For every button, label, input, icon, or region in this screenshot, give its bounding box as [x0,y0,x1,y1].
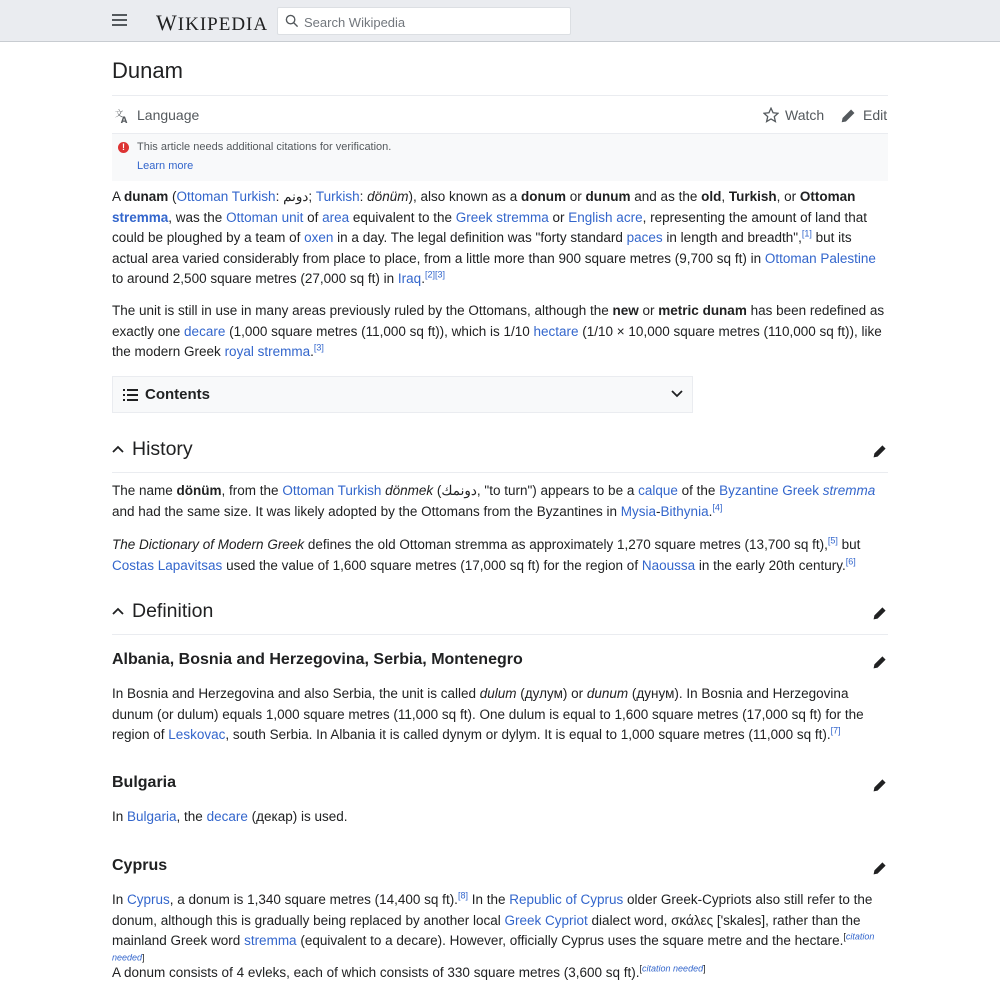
history-divider [112,472,888,473]
link-english-acre[interactable]: English acre [568,209,643,225]
list-icon [123,388,138,402]
subsection-cyprus-heading: Cyprus [112,857,168,874]
watch-button[interactable] [763,105,824,125]
citation-7[interactable]: [7] [830,725,841,736]
contents-toggle[interactable] [112,376,693,413]
svg-text:文: 文 [114,108,124,119]
citation-needed-1[interactable]: citation needed [112,931,875,962]
intro-paragraph-2: The unit is still in use in many areas previously ruled by the Ottomans, although the new or metric dunam has been redefined as exactly one decare (1,000 square metres (11,000 sq ft)), which is 1/10 hectare (1/10 × 10,000 square metres (110,000 sq ft)), like the modern Greek royal stremma.[3] [112,303,885,359]
link-turkish[interactable]: Turkish [315,189,360,204]
edit-bulgaria-pencil-icon[interactable] [872,777,888,793]
chevron-up-icon[interactable] [112,444,124,454]
cyprus-paragraph-1: In Cyprus, a donum is 1,340 square metres (14,400 sq ft).[8] In the Republic of Cyprus older Greek-Cypriots also still refer to the donum, although this is gradually being replaced by another local Greek Cypriot dialect word, σκάλες ['skales], rather than the mainland Greek word stremma (equivalent to a decare). However, officially Cyprus uses the square metre and the hectare.[citation needed] [112,890,875,962]
link-royal-stremma[interactable]: royal stremma [224,344,311,359]
link-greek-stremma[interactable]: Greek stremma [455,209,549,225]
link-leskovac[interactable]: Leskovac [168,727,226,742]
citation-needed-2[interactable]: citation needed [642,963,704,974]
history-title: History [132,437,193,460]
learn-more-link[interactable]: Learn more [137,160,194,172]
citation-notice [112,134,888,181]
history-paragraph-2: The Dictionary of Modern Greek defines the old Ottoman stremma as approximately 1,270 square metres (13,700 sq ft),[5] but Costas Lapavitsas used the value of 1,600 square metres (17,000 sq ft) for the region of Naoussa in the early 20th century.[6] [112,535,861,573]
language-icon [114,107,131,124]
link-hectare[interactable]: hectare [533,323,579,339]
section-definition-heading [112,597,888,625]
link-bithynia[interactable]: Bithynia [660,503,709,519]
link-iraq[interactable]: Iraq [397,271,422,286]
link-ottoman-turkish-2[interactable]: Ottoman Turkish [282,483,382,498]
edit-history-pencil-icon[interactable] [872,443,888,459]
main-menu-icon[interactable] [108,11,130,31]
title-divider [112,95,888,96]
edit-albania-pencil-icon[interactable] [872,654,888,670]
intro-paragraph-1: A dunam (Ottoman Turkish: دونم; Turkish: dönüm), also known as a donum or dunum and as the old, Turkish, or Ottoman stremma, was the Ottoman unit of area equivalent to the Greek stremma or English acre, representing the amount of land that could be ploughed by a team of oxen in a day. The legal definition was "forty standard paces in length and breadth",[1] but its actual area varied considerably from place to place, from a little more than 900 square metres (9,700 sq ft) in Ottoman Palestine to around 2,500 square metres (27,000 sq ft) in Iraq.[2][3] [112,189,876,286]
section-history-heading [112,435,888,463]
link-oxen[interactable]: oxen [304,230,334,245]
edit-cyprus-pencil-icon[interactable] [872,860,888,876]
definition-title: Definition [132,599,214,622]
link-ottoman-turkish[interactable]: Ottoman Turkish [176,189,276,204]
definition-divider [112,634,888,635]
link-mysia[interactable]: Mysia [620,503,657,519]
citation-3[interactable]: [3] [434,269,445,280]
link-byzantine-greek[interactable]: Byzantine Greek [719,483,819,498]
link-ottoman-unit[interactable]: Ottoman unit [226,209,304,225]
search-icon [285,14,299,28]
link-calque[interactable]: calque [638,483,678,498]
chevron-down-icon [670,389,684,399]
contents-label: Contents [145,386,210,403]
link-area[interactable]: area [322,209,350,225]
page-title: Dunam [112,58,183,83]
link-cyprus[interactable]: Cyprus [127,892,170,907]
link-paces[interactable]: paces [626,230,663,245]
wikipedia-logo[interactable]: WIKIPEDIA [156,10,269,35]
warning-icon: ! [118,142,129,153]
citation-3b[interactable]: [3] [313,342,324,353]
citation-8[interactable]: [8] [457,890,468,901]
link-costas-lapavitsas[interactable]: Costas Lapavitsas [112,557,223,573]
link-decare[interactable]: decare [184,323,226,339]
edit-button[interactable] [840,105,887,125]
citation-5[interactable]: [5] [827,535,838,546]
subsection-bulgaria-heading: Bulgaria [112,774,177,791]
pencil-icon [840,107,857,124]
search-input[interactable] [304,12,564,32]
link-republic-of-cyprus[interactable]: Republic of Cyprus [509,892,624,907]
citation-4[interactable]: [4] [712,502,723,512]
link-stremma[interactable]: stremma [112,209,169,225]
subsection-albania-heading: Albania, Bosnia and Herzegovina, Serbia, Montenegro [112,651,523,668]
language-button[interactable] [114,105,199,125]
citation-6[interactable]: [6] [845,556,856,566]
top-header [0,0,1000,42]
link-stremma-3[interactable]: stremma [244,933,297,948]
watch-label: Watch [785,107,825,123]
notice-message: This article needs additional citations for verification. [137,141,392,153]
language-label: Language [137,107,200,123]
chevron-up-icon[interactable] [112,606,124,616]
edit-definition-pencil-icon[interactable] [872,605,888,621]
link-ottoman-palestine[interactable]: Ottoman Palestine [764,250,876,266]
link-naoussa[interactable]: Naoussa [641,557,696,573]
bulgaria-paragraph: In Bulgaria, the decare (декар) is used. [112,809,348,824]
edit-label: Edit [863,107,888,123]
link-decare-2[interactable]: decare [206,809,248,824]
search-box[interactable] [277,7,571,35]
link-bulgaria[interactable]: Bulgaria [127,809,177,824]
star-icon [763,107,779,123]
link-stremma-2[interactable]: stremma [822,483,876,498]
link-greek-cypriot[interactable]: Greek Cypriot [504,912,588,928]
albania-paragraph: In Bosnia and Herzegovina and also Serbia, the unit is called dulum (дулум) or dunum (дунум). In Bosnia and Herzegovina dunum (or dulum) equals 1,000 square metres (11,000 sq ft). One dulum is equal to 1,600 square metres (17,000 sq ft) for the region of Leskovac, south Serbia. In Albania it is called dynym or dylym. It is equal to 1,000 square metres (11,000 sq ft).[7] [112,686,864,742]
citation-2[interactable]: [2] [424,269,435,280]
history-paragraph-1: The name dönüm, from the Ottoman Turkish dönmek (دونمك, "to turn") appears to be a calque of the Byzantine Greek stremma and had the same size. It was likely adopted by the Ottomans from the Byzantines in Mysia-Bithynia.[4] [112,483,876,519]
citation-1[interactable]: [1] [801,228,812,239]
cyprus-paragraph-2: A donum consists of 4 evleks, each of which consists of 330 square metres (3,600 sq ft).[citation needed] [112,963,706,980]
svg-text:A: A [120,115,128,124]
